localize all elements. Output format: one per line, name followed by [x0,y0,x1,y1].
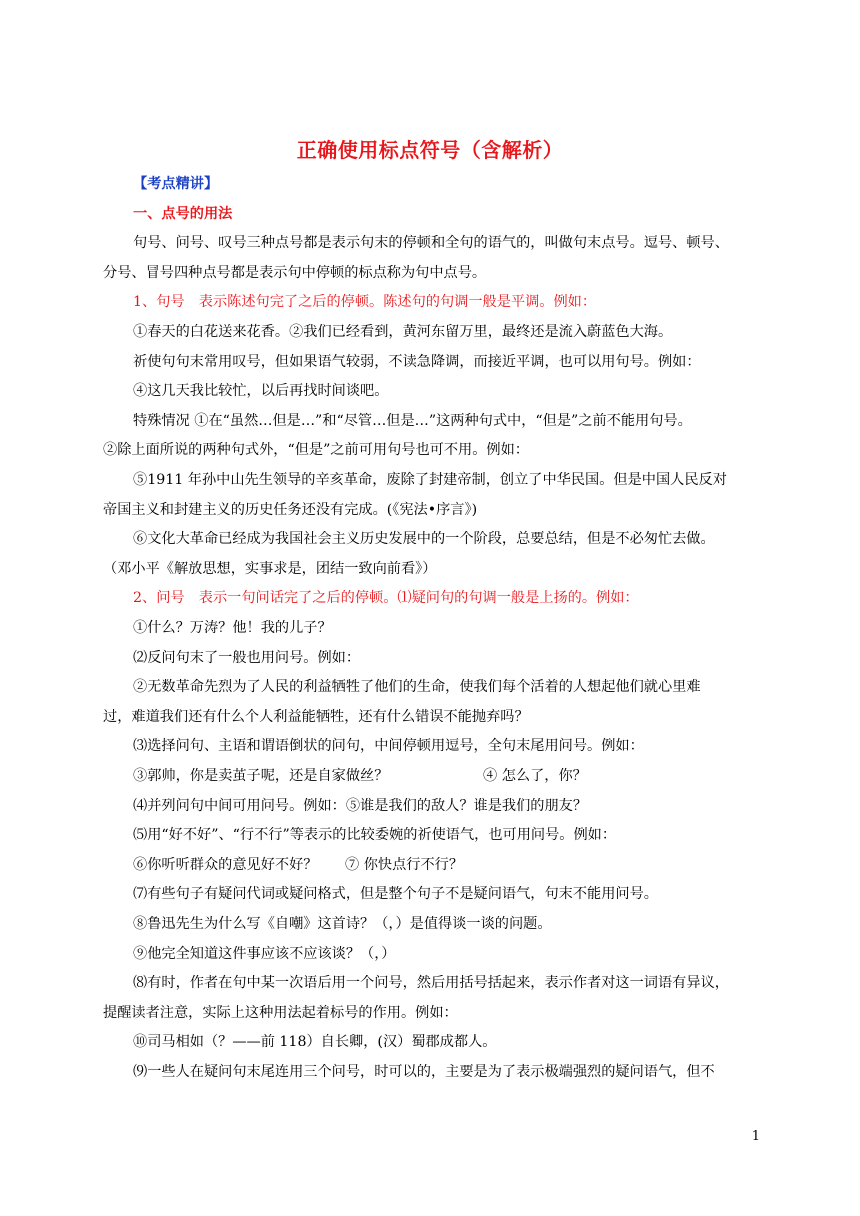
example-line: ③郭帅，你是卖茧子呢，还是自家做丝？ [133,768,389,784]
example-line: ④这几天我比较忙，以后再找时间谈吧。 [133,383,389,399]
section-tag: 【考点精讲】 [133,176,219,192]
paragraph-line: ⑻有时，作者在句中某一次语后用一个问号，然后用括号括起来，表示作者对这一词语有异议， [133,975,729,991]
example-line: ①什么？万涛？他！我的儿子？ [133,620,332,636]
paragraph-line: 特殊情况 ①在“虽然…但是…”和“尽管…但是…”这两种句式中，“但是”之前不能用句号。 [133,413,692,429]
paragraph-line: 句号、问号、叹号三种点号都是表示句末的停顿和全句的语气的，叫做句末点号。逗号、顿号、 [133,235,729,251]
paragraph-line: ⑷并列问句中间可用问号。例如：⑤谁是我们的敌人？谁是我们的朋友？ [133,798,588,814]
paragraph-line: 分号、冒号四种点号都是表示句中停顿的标点称为句中点号。 [103,265,487,281]
page-title: 正确使用标点符号（含解析） [296,138,564,162]
example-line: ⑦ 你快点行不行？ [345,857,464,873]
section-heading: 一、点号的用法 [133,206,233,222]
example-line: ④ 怎么了，你？ [483,768,587,784]
example-line: 过，难道我们还有什么个人利益能牺牲，还有什么错误不能抛弃吗？ [103,709,529,725]
example-line: （邓小平《解放思想，实事求是，团结一致向前看》） [103,561,437,577]
paragraph-line: ⑶选择问句、主语和谓语倒状的问句，中间停顿用逗号，全句末尾用问号。例如： [133,738,644,754]
paragraph-line: ②除上面所说的两种句式外，“但是”之前可用句号也可不用。例如： [103,442,529,458]
example-line: ②无数革命先烈为了人民的利益牺牲了他们的生命，使我们每个活着的人想起他们就心里难 [133,679,701,695]
example-line: ⑧鲁迅先生为什么写《自嘲》这首诗？（，）是值得谈一谈的问题。 [133,916,552,932]
paragraph-line: 祈使句句末常用叹号，但如果语气较弱，不读急降调，而接近平调，也可以用句号。例如： [133,354,701,370]
page-number: 1 [751,1129,760,1144]
example-line: ⑥你听听群众的意见好不好？ [133,857,318,873]
paragraph-line: ⑺有些句子有疑问代词或疑问格式，但是整个句子不是疑问语气，句末不能用问号。 [133,886,658,902]
example-line: ⑨他完全知道这件事应该不应该谈？（，） [133,946,396,962]
paragraph-line: 提醒读者注意，实际上这种用法起着标号的作用。例如： [103,1005,458,1021]
subheading-period: 1、句号 表示陈述句完了之后的停顿。陈述句的句调一般是平调。例如： [133,294,597,310]
example-line: ⑩司马相如（？——前 118）自长卿，(汉）蜀郡成都人。 [133,1034,497,1050]
example-line: ⑤1911 年孙中山先生领导的辛亥革命，废除了封建帝制，创立了中华民国。但是中国人民反对 [133,472,727,488]
subheading-question: 2、问号 表示一句问话完了之后的停顿。⑴疑问句的句调一般是上扬的。例如： [133,590,639,606]
example-line: ⑥文化大革命已经成为我国社会主义历史发展中的一个阶段，总要总结，但是不必匆忙去做。 [133,531,715,547]
paragraph-line: ⑵反问句末了一般也用问号。例如： [133,650,361,666]
example-line: 帝国主义和封建主义的历史任务还没有完成。(《宪法•序言》) [103,502,478,518]
paragraph-line: ⑼一些人在疑问句末尾连用三个问号，时可以的，主要是为了表示极端强烈的疑问语气，但不 [133,1064,715,1080]
example-line: ①春天的白花送来花香。②我们已经看到，黄河东留万里，最终还是流入蔚蓝色大海。 [133,324,673,340]
paragraph-line: ⑸用“好不好”、“行不行”等表示的比较委婉的祈使语气，也可用问号。例如： [133,827,617,843]
